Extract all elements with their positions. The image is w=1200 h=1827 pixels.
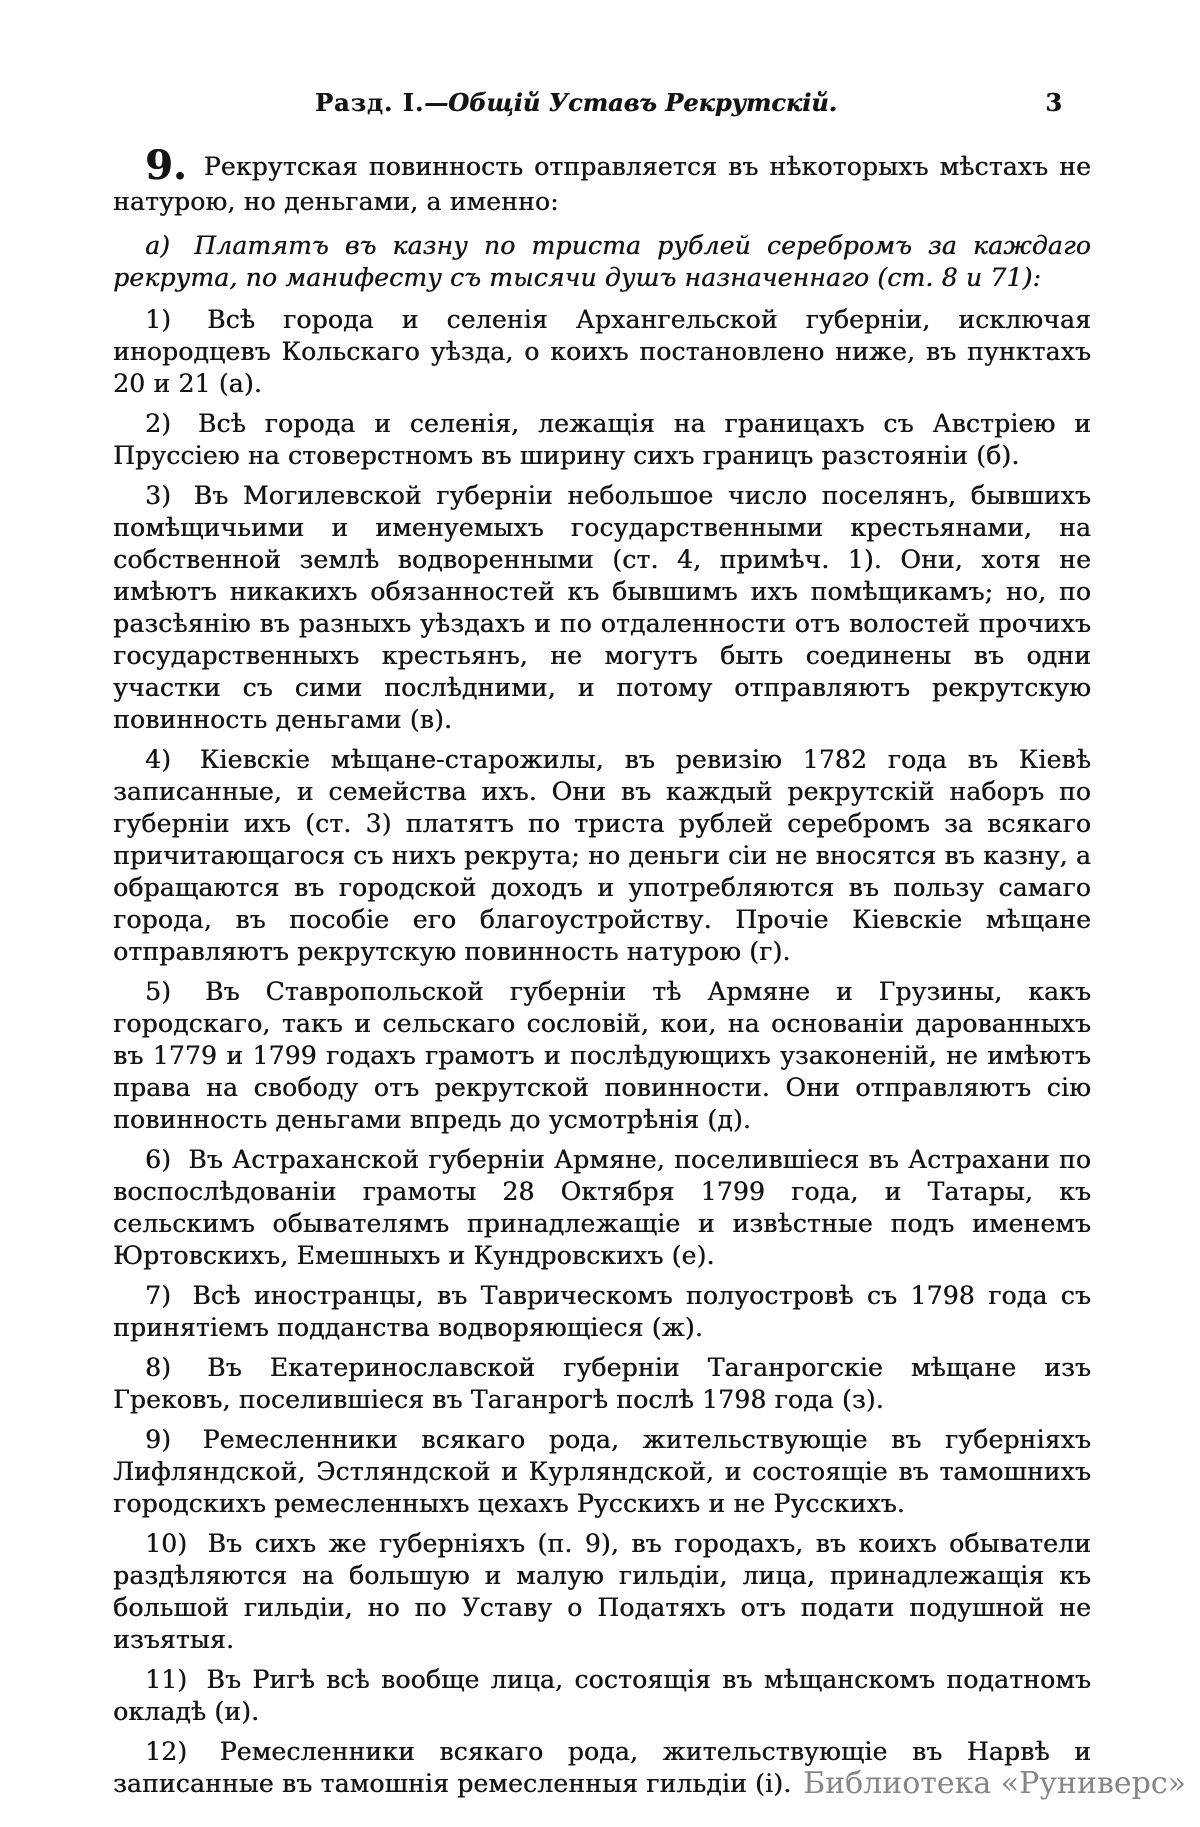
running-head-title — [112, 88, 1100, 118]
page-number: 3 — [1045, 88, 1062, 117]
paragraph-point-6 — [113, 1144, 1091, 1272]
point-marker: 4) — [145, 745, 172, 774]
paragraph-article-9 — [113, 142, 1091, 218]
paragraph-text: Въ Могилевской губерніи небольшое число поселянъ, бывшихъ помѣщичьими и именуемыхъ государственными крестьянами, на собственной землѣ водворенными (ст. 4, примѣч. 1). Они, хотя не имѣютъ никакихъ обязанностей къ бывшимъ ихъ помѣщикамъ; но, по разсѣянію въ разныхъ уѣздахъ и по отдаленности отъ волостей прочихъ государственныхъ крестьянъ, не могутъ быть соединены въ одни участки съ сими послѣдними, и потому отправляютъ рекрутскую повинность деньгами (в). — [113, 481, 1091, 734]
paragraph-text: Въ Ставропольской губерніи тѣ Армяне и Грузины, какъ городскаго, такъ и сельскаго сословій, кои, на основаніи дарованныхъ въ 1779 и 1799 годахъ грамотъ и послѣдующихъ узаконеній, не имѣютъ права на свободу отъ рекрутской повинности. Они отправляютъ сію повинность деньгами впредь до усмотрѣнія (д). — [113, 977, 1091, 1134]
paragraph-text: Въ Ригѣ всѣ вообще лица, состоящія въ мѣщанскомъ податномъ окладѣ (и). — [113, 1665, 1091, 1726]
paragraph-text: Платятъ въ казну по триста рублей серебромъ за каждаго рекрута, по манифесту съ тысячи душъ назначеннаго (ст. 8 и 71): — [113, 231, 1091, 292]
running-head — [112, 88, 1100, 118]
point-marker: 3) — [145, 481, 172, 510]
point-marker: 10) — [145, 1529, 188, 1558]
paragraph-point-8 — [113, 1352, 1091, 1416]
paragraph-text: Въ Екатеринославской губерніи Таганрогскіе мѣщане изъ Грековъ, поселившіеся въ Таганрогѣ послѣ 1798 года (з). — [113, 1353, 1091, 1414]
library-watermark: Библиотека «Руниверс» — [803, 1766, 1186, 1801]
point-marker: 2) — [145, 409, 172, 438]
paragraph-text: Въ Астраханской губерніи Армяне, поселившіеся въ Астрахани по воспослѣдованіи грамоты 28 Октября 1799 года, и Татары, къ сельскимъ обывателямъ принадлежащіе и извѣстные подъ именемъ Юртовскихъ, Емешныхъ и Кундровскихъ (е). — [113, 1145, 1092, 1270]
paragraph-point-10 — [113, 1528, 1091, 1656]
point-marker: 5) — [145, 977, 172, 1006]
paragraph-text: Рекрутская повинность отправляется въ нѣкоторыхъ мѣстахъ не натурою, но деньгами, а именно: — [113, 152, 1091, 216]
page-body — [113, 142, 1092, 1808]
article-number: 9. — [145, 142, 187, 189]
paragraph-text: Ремесленники всякаго рода, жительствующіе въ губерніяхъ Лифляндской, Эстляндской и Курляндской, и состоящіе въ тамошнихъ городскихъ ремесленныхъ цехахъ Русскихъ и не Русскихъ. — [113, 1425, 1091, 1518]
paragraph-point-2 — [113, 408, 1091, 472]
paragraph-point-11 — [113, 1664, 1091, 1728]
point-marker: 12) — [145, 1737, 188, 1766]
paragraph-point-9 — [113, 1424, 1091, 1520]
subitem-marker: а) — [145, 231, 171, 260]
paragraph-point-5 — [113, 976, 1091, 1136]
paragraph-text: Всѣ иностранцы, въ Таврическомъ полуостровѣ съ 1798 года съ принятіемъ подданства водворяющіеся (ж). — [113, 1281, 1091, 1342]
point-marker: 8) — [145, 1353, 172, 1382]
paragraph-point-4 — [113, 744, 1091, 968]
point-marker: 1) — [145, 305, 172, 334]
paragraph-text: Въ сихъ же губерніяхъ (п. 9), въ городахъ, въ коихъ обыватели раздѣляются на большую и малую гильдіи, лица, принадлежащія къ большой гильдіи, но по Уставу о Податяхъ отъ подати подушной не изъятыя. — [113, 1529, 1091, 1654]
paragraph-text: Кіевскіе мѣщане-старожилы, въ ревизію 1782 года въ Кіевѣ записанные, и семейства ихъ. Они въ каждый рекрутскій наборъ по губерніи ихъ (ст. 3) платятъ по триста рублей серебромъ за всякаго причитающагося съ нихъ рекрута; но деньги сіи не вносятся въ казну, а обращаются въ городской доходъ и употребляются въ пользу самаго города, въ пособіе его благоустройству. Прочіе Кіевскіе мѣщане отправляютъ рекрутскую повинность натурою (г). — [113, 745, 1091, 966]
point-marker: 11) — [145, 1665, 188, 1694]
chapter-title: —Общій Уставъ Рекрутскій. — [424, 88, 838, 117]
paragraph-point-3 — [113, 480, 1091, 736]
paragraph-subitem-a — [113, 230, 1091, 294]
paragraph-point-7 — [113, 1280, 1091, 1344]
paragraph-text: Ремесленники всякаго рода, жительствующіе въ Нарвѣ и записанные въ тамошнія ремесленныя гильдіи (і). — [113, 1737, 1091, 1798]
section-label: Разд. I. — [314, 88, 425, 117]
paragraph-text: Всѣ города и селенія Архангельской губерніи, исключая инородцевъ Кольскаго уѣзда, о коихъ постановлено ниже, въ пунктахъ 20 и 21 (а). — [113, 305, 1091, 398]
paragraph-point-1 — [113, 304, 1091, 400]
paragraph-text: Всѣ города и селенія, лежащія на границахъ съ Австріею и Пруссіею на стоверстномъ въ ширину сихъ границъ разстояніи (б). — [113, 409, 1091, 470]
point-marker: 9) — [145, 1425, 172, 1454]
point-marker: 6) — [145, 1145, 172, 1174]
point-marker: 7) — [145, 1281, 172, 1310]
